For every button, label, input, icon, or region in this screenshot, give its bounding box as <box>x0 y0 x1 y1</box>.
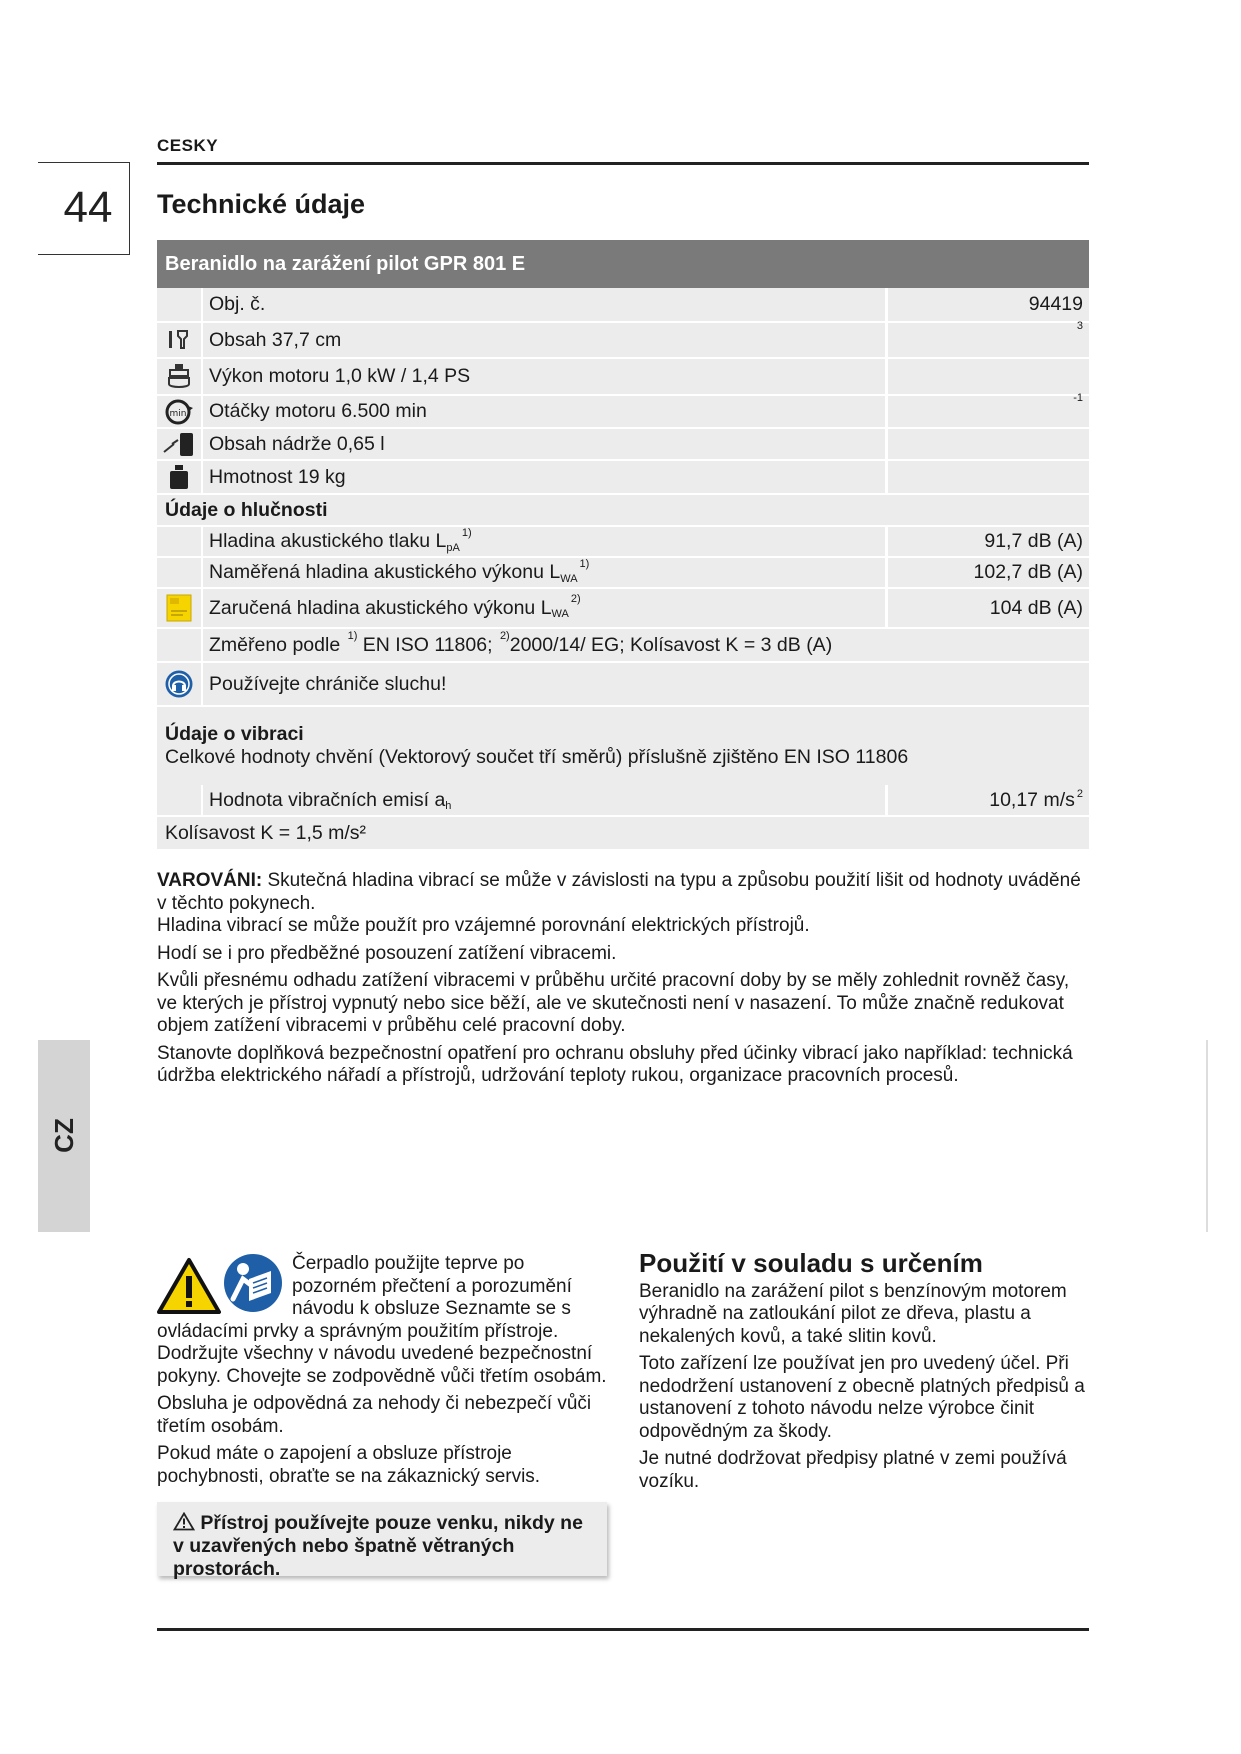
edge-mark <box>1206 1040 1208 1232</box>
table-row: Naměřená hladina akustického výkonu L WA 1) 102,7 dB (A) <box>157 558 1089 589</box>
row-label: Obsah nádrže 0,65 l <box>209 432 385 455</box>
vibration-section <box>157 707 1089 785</box>
section-label: CESKY <box>157 136 219 155</box>
table-row <box>157 429 1089 461</box>
section-title: Použití v souladu s určením <box>639 1248 983 1278</box>
warning-label: VAROVÁNI: <box>157 870 263 891</box>
engine-icon <box>157 359 203 394</box>
header-rule <box>157 162 1089 165</box>
table-row <box>157 461 1089 495</box>
table-heading: Beranidlo na zarážení pilot GPR 801 E <box>157 240 1089 288</box>
fuel-can-icon <box>157 429 203 459</box>
page-title: Technické údaje <box>157 189 366 219</box>
warning-block: VAROVÁNI: Skutečná hladina vibrací se může v závislosti na typu a způsobu použití lišit od hodnoty uváděné v těchto pokynech. Hladina vibrací se může použít pro vzájemné porovnání elektrických přístrojů. Hodí se i pro předběžné posouzení zatížení vibracemi. Kvůli přesnému odhadu zatížení vibracemi v průběhu určité pracovní doby by se měly zohlednit rovněž časy, ve kterých je přístroj vypnutý nebo sice běží, ale ve skutečnosti není v nasazení. To může značně redukovat objem zatížení vibracemi v průběhu celé pracovní doby. Stanovte doplňková bezpečnostní opatření pro ochranu obsluhy před účinky vibrací jako například: technická údržba elektrického nářadí a přístrojů, udržování teploty rukou, organizace pracovních procesů. <box>157 870 1081 1086</box>
page-number: 44 <box>63 183 113 232</box>
manual-intro: Čerpadlo použijte teprve po pozorném přečtení a porozumění návodu k obsluze Seznamte se s ovládacími prvky a správným použitím přístroje. Dodržujte všechny v návodu uvedené bezpečnostní pokyny. Chovejte se zodpovědně vůči třetím osobám. <box>157 1253 607 1387</box>
vibration-heading: Údaje o vibraci <box>165 723 304 745</box>
table-row <box>157 359 1089 396</box>
rpm-icon <box>157 396 203 427</box>
table-row <box>157 288 1089 323</box>
table-row: Hodnota vibračních emisí a h 10,17 m/s 2 <box>157 785 1089 817</box>
vibration-tolerance: Kolísavost K = 1,5 m/s² <box>157 817 1089 851</box>
table-row: Zaručená hladina akustického výkonu L WA 2) 104 dB (A) <box>157 589 1089 629</box>
outdoor-use-notice: Přístroj používejte pouze venku, nikdy ne v uzavřených nebo špatně větraných prostorách. <box>157 1502 607 1576</box>
read-manual-icon <box>223 1253 283 1313</box>
language-tab-label: CZ <box>48 1117 79 1153</box>
footer-rule <box>157 1628 1089 1631</box>
row-value: 94419 <box>885 288 1089 321</box>
row-label: Obj. č. <box>209 293 266 315</box>
table-row <box>157 320 1089 359</box>
row-value: 91,7 dB (A) <box>885 527 1089 556</box>
displacement-icon <box>157 323 203 357</box>
warning-triangle-icon <box>157 1257 221 1315</box>
ear-protection-text: Používejte chrániče sluchu! <box>209 672 447 695</box>
vibration-description: Celkové hodnoty chvění (Vektorový součet tří směrů) příslušně zjištěno EN ISO 11806 <box>165 746 909 768</box>
noise-heading: Údaje o hlučnosti <box>157 495 1089 527</box>
unit-superscript: 3 <box>1076 320 1083 332</box>
row-label: Výkon motoru 1,0 kW / 1,4 PS <box>209 365 471 387</box>
unit-superscript: -1 <box>1073 391 1083 404</box>
row-label: Hmotnost 19 kg <box>209 465 346 488</box>
table-row <box>157 391 1089 429</box>
intended-use-section: Použití v souladu s určením Beranidlo na zarážení pilot s benzínovým motorem výhradně na zatloukání pilot ze dřeva, plastu a nekalených kovů, a také slitin kovů. Toto zařízení lze používat jen pro uvedený účel. Při nedodržení ustanovení z obecně platných předpisů a ustanovení z tohoto návodu nelze výrobce činit odpovědným za škody. Je nutné dodržovat předpisy platné v zemi používá vozíku. <box>639 1252 1089 1498</box>
svg-text:min: min <box>169 408 187 419</box>
weight-icon <box>157 461 203 493</box>
row-label: Otáčky motoru 6.500 min <box>209 400 427 422</box>
table-row <box>157 629 1089 663</box>
spec-table <box>157 240 1089 851</box>
guaranteed-noise-label-icon <box>157 589 203 627</box>
row-value: 104 dB (A) <box>885 589 1089 627</box>
ear-protection-icon <box>157 663 203 705</box>
table-row: Hladina akustického tlaku L pA 1) 91,7 dB (A) <box>157 527 1089 558</box>
row-label: Obsah 37,7 cm <box>209 328 342 351</box>
row-value: 102,7 dB (A) <box>885 558 1089 587</box>
warning-icon <box>173 1512 195 1531</box>
measured-standards: Změřeno podle 1) EN ISO 11806; 2) 2000/14/ EG; Kolísavost K = 3 dB (A) <box>209 630 833 656</box>
safety-instructions: Čerpadlo použijte teprve po pozorném přečtení a porozumění návodu k obsluze Seznamte se s ovládacími prvky a správným použitím přístroje. Dodržujte všechny v návodu uvedené bezpečnostní pokyny. Chovejte se zodpovědně vůči třetím osobám. Obsluha je odpovědná za nehody či nebezpečí vůči třetím osobám. Pokud máte o zapojení a obsluze přístroje pochybnosti, obraťte se na zákaznický servis. <box>157 1253 607 1487</box>
table-row <box>157 663 1089 707</box>
